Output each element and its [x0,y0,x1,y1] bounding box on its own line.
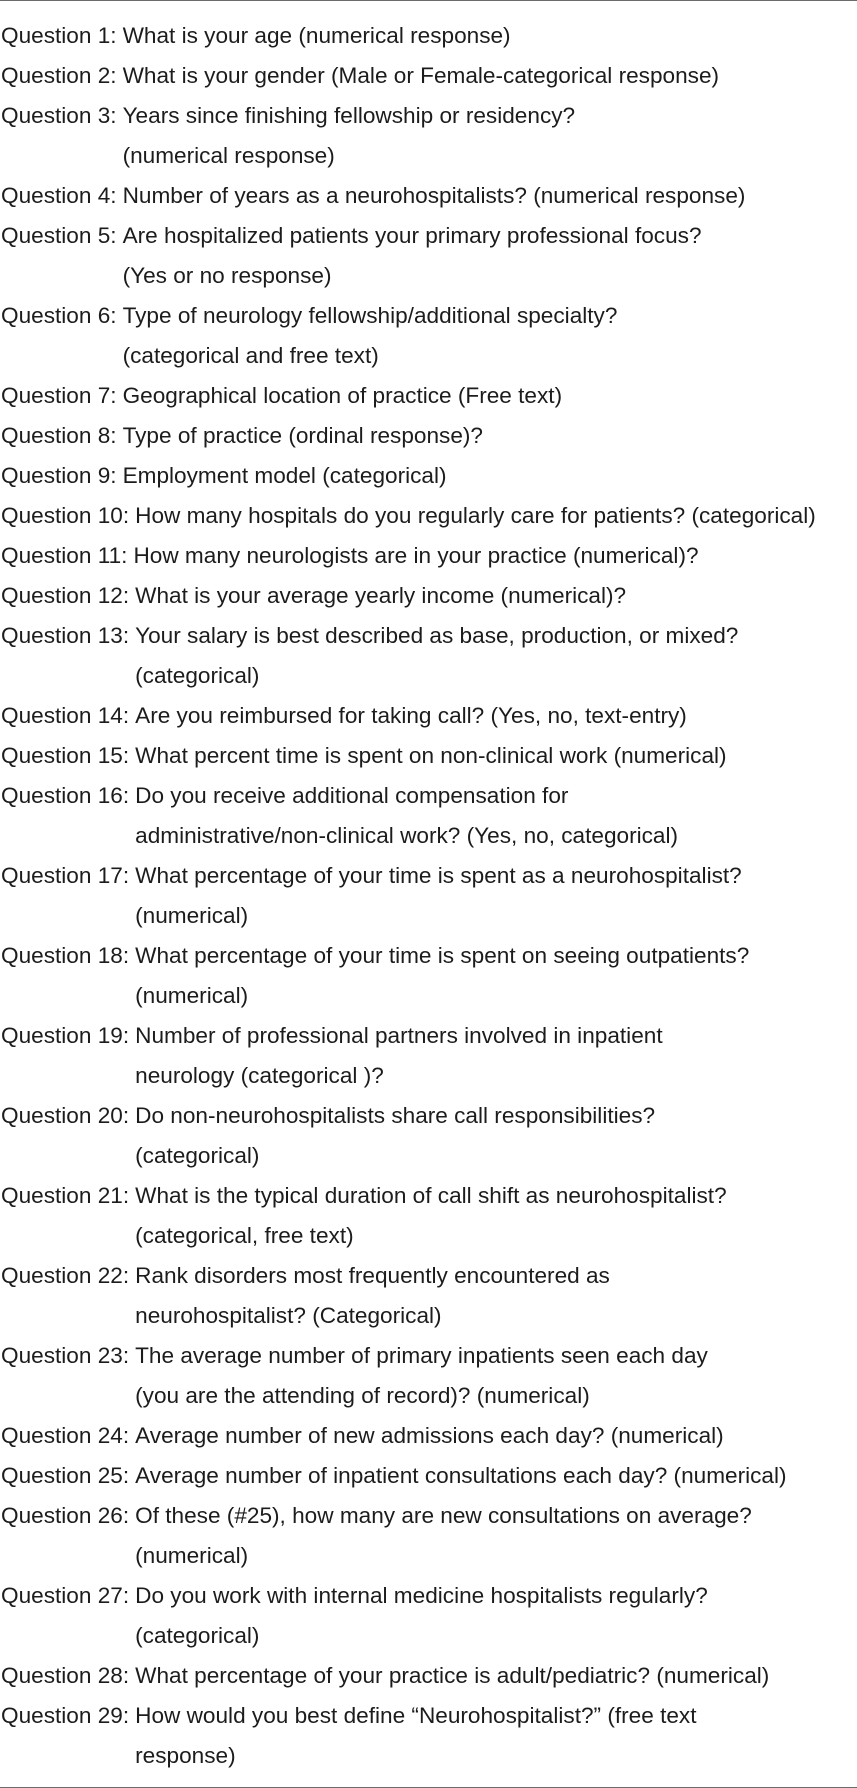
question-text-line: Do you work with internal medicine hospitalists regularly? [135,1583,708,1608]
question-item [0,456,857,496]
question-text [129,736,857,776]
question-item [0,1496,857,1576]
question-number: Question 14: [1,703,130,728]
question-item [0,496,857,536]
question-text [129,1176,857,1256]
question-text [129,576,857,616]
question-text-line: (categorical and free text) [122,343,379,368]
question-text-line: Type of practice (ordinal response)? [122,423,483,448]
question-item [0,1336,857,1416]
question-text-line: Average number of new admissions each day? (numerical) [135,1423,724,1448]
question-number: Question 9: [1,463,117,488]
question-text [117,176,857,216]
question-text-line: What percentage of your practice is adult/pediatric? (numerical) [135,1663,770,1688]
question-text-line: (numerical) [135,1543,249,1568]
question-text-line: Of these (#25), how many are new consultations on average? [135,1503,752,1528]
question-text [129,1416,857,1456]
question-number: Question 5: [1,223,117,248]
question-number: Question 28: [1,1663,130,1688]
question-text [129,1256,857,1336]
question-text [129,776,857,856]
question-number: Question 13: [1,623,130,648]
question-text-line: (Yes or no response) [122,263,332,288]
question-text [117,56,857,96]
question-item [0,56,857,96]
question-item [0,216,857,296]
question-item [0,1256,857,1336]
question-text-line: Are you reimbursed for taking call? (Yes, no, text-entry) [135,703,687,728]
question-number: Question 29: [1,1703,130,1728]
question-text-line: What percentage of your time is spent as a neurohospitalist? [135,863,742,888]
question-text-line: Rank disorders most frequently encountered as [135,1263,610,1288]
question-item [0,1176,857,1256]
question-text [129,1336,857,1416]
question-number: Question 11: [1,543,128,568]
question-item [0,96,857,176]
question-text [129,1456,857,1496]
question-number: Question 8: [1,423,117,448]
question-text-line: (categorical, free text) [135,1223,354,1248]
question-text [129,1656,857,1696]
question-item [0,416,857,456]
question-number: Question 26: [1,1503,130,1528]
question-item [0,1576,857,1656]
question-text [129,1096,857,1176]
question-text [129,696,857,736]
question-text-line: Years since finishing fellowship or residency? [122,103,576,128]
question-text-line: How would you best define “Neurohospitalist?” (free text [135,1703,697,1728]
question-item [0,1416,857,1456]
question-number: Question 17: [1,863,130,888]
question-text-line: Geographical location of practice (Free text) [122,383,563,408]
question-number: Question 19: [1,1023,130,1048]
question-item [0,296,857,376]
question-text-line: Your salary is best described as base, production, or mixed? [135,623,739,648]
question-item [0,1016,857,1096]
question-item [0,536,857,576]
question-text-line: (numerical response) [122,143,335,168]
question-number: Question 1: [1,23,117,48]
question-text-line: (categorical) [135,1623,260,1648]
question-item [0,1696,857,1776]
question-text-line: What percentage of your time is spent on seeing outpatients? [135,943,750,968]
question-text-line: What percent time is spent on non-clinical work (numerical) [135,743,727,768]
question-text-line: (categorical) [135,1143,260,1168]
question-text [129,1496,857,1576]
question-item [0,1456,857,1496]
question-item [0,1096,857,1176]
question-list [0,16,857,1776]
question-text-line: neurohospitalist? (Categorical) [135,1303,442,1328]
question-text [117,16,857,56]
question-text-line: Number of professional partners involved in inpatient [135,1023,663,1048]
question-text-line: What is your age (numerical response) [122,23,511,48]
question-text-line: Are hospitalized patients your primary professional focus? [122,223,702,248]
question-text-line: What is your average yearly income (numerical)? [135,583,627,608]
question-item [0,576,857,616]
question-number: Question 16: [1,783,130,808]
question-text-line: (categorical) [135,663,260,688]
question-number: Question 7: [1,383,117,408]
question-number: Question 20: [1,1103,130,1128]
question-text-line: Do you receive additional compensation for [135,783,569,808]
question-text [129,1576,857,1656]
question-text-line: (you are the attending of record)? (numerical) [135,1383,590,1408]
question-text [129,936,857,1016]
question-number: Question 25: [1,1463,130,1488]
question-item [0,16,857,56]
question-text [117,456,857,496]
question-item [0,1656,857,1696]
question-number: Question 10: [1,503,130,528]
question-text-line: Do non-neurohospitalists share call responsibilities? [135,1103,656,1128]
question-text-line: How many hospitals do you regularly care for patients? (categorical) [135,503,816,528]
question-text-line: What is the typical duration of call shift as neurohospitalist? [135,1183,727,1208]
question-number: Question 4: [1,183,117,208]
question-item [0,856,857,936]
question-number: Question 21: [1,1183,130,1208]
question-text [117,216,857,296]
question-text [117,416,857,456]
question-number: Question 23: [1,1343,130,1368]
question-text-line: (numerical) [135,903,249,928]
question-text-line: Number of years as a neurohospitalists? (numerical response) [122,183,746,208]
question-item [0,776,857,856]
question-item [0,176,857,216]
question-text-line: Type of neurology fellowship/additional specialty? [122,303,618,328]
question-text [129,856,857,936]
question-text [117,96,857,176]
question-number: Question 6: [1,303,117,328]
question-text [129,1696,857,1776]
question-text-line: (numerical) [135,983,249,1008]
question-number: Question 22: [1,1263,130,1288]
question-number: Question 27: [1,1583,130,1608]
question-text [117,376,857,416]
question-text-line: The average number of primary inpatients seen each day [135,1343,708,1368]
question-number: Question 3: [1,103,117,128]
question-item [0,616,857,696]
question-number: Question 15: [1,743,130,768]
question-number: Question 24: [1,1423,130,1448]
question-item [0,376,857,416]
question-text [129,496,857,536]
question-item [0,736,857,776]
question-text [117,296,857,376]
question-text [129,1016,857,1096]
question-text-line: response) [135,1743,236,1768]
question-text [129,616,857,696]
question-text-line: How many neurologists are in your practice (numerical)? [133,543,699,568]
question-item [0,936,857,1016]
question-number: Question 2: [1,63,117,88]
question-item [0,696,857,736]
question-number: Question 18: [1,943,130,968]
question-text-line: administrative/non-clinical work? (Yes, no, categorical) [135,823,679,848]
question-number: Question 12: [1,583,130,608]
question-text [127,536,857,576]
question-text-line: Employment model (categorical) [122,463,447,488]
question-text-line: neurology (categorical )? [135,1063,384,1088]
question-text-line: What is your gender (Male or Female-categorical response) [122,63,720,88]
question-text-line: Average number of inpatient consultations each day? (numerical) [135,1463,787,1488]
